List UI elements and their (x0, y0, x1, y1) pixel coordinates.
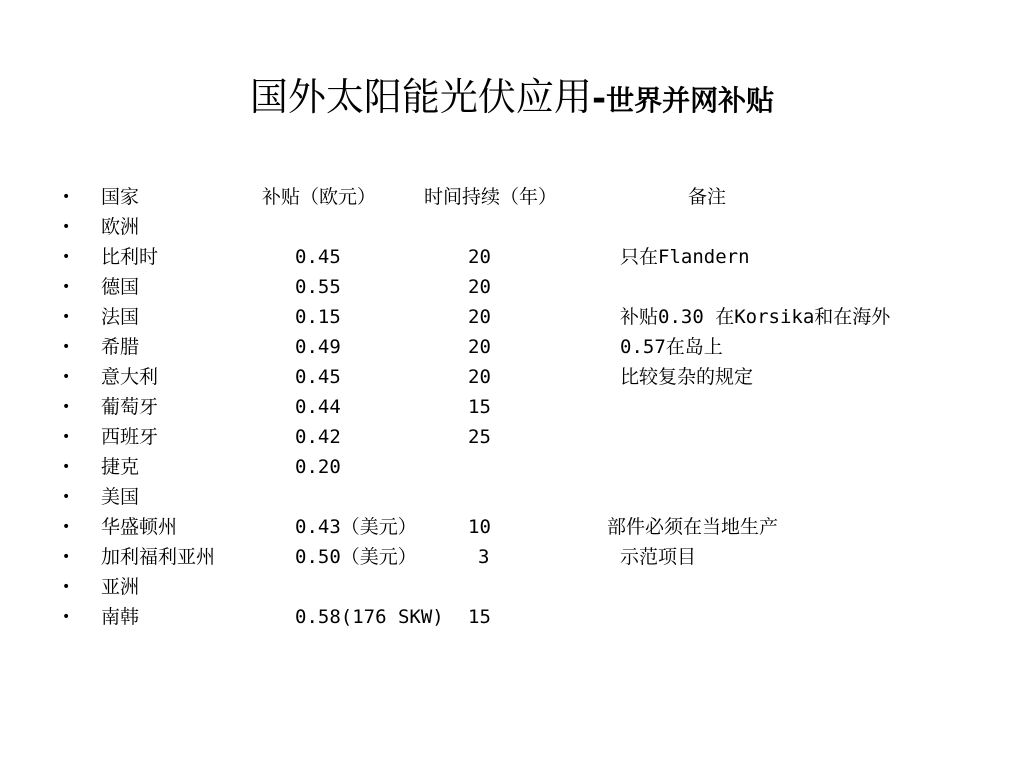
list-item (0, 422, 1024, 452)
subsidy-value: 0.45 (295, 246, 341, 268)
duration-value: 20 (468, 306, 491, 328)
duration-value: 10 (468, 516, 491, 538)
note-text: 0.57在岛上 (620, 336, 723, 358)
country-name: 美国 (101, 486, 140, 508)
note-text: 比较复杂的规定 (620, 366, 754, 388)
country-name: 希腊 (101, 336, 140, 358)
bullet-dot: • (62, 609, 71, 625)
subsidy-value: 0.49 (295, 336, 341, 358)
bullet-dot: • (62, 429, 71, 445)
header-duration: 时间持续（年） (424, 186, 558, 208)
title-main: 国外太阳能光伏应用 (249, 75, 592, 119)
bullet-dot: • (62, 399, 71, 415)
subsidy-value: 0.20 (295, 456, 341, 478)
duration-value: 15 (468, 606, 491, 628)
title-separator: - (591, 79, 607, 119)
subsidy-value: 0.15 (295, 306, 341, 328)
country-name: 华盛顿州 (101, 516, 178, 538)
bullet-dot: • (62, 189, 71, 205)
subsidy-value: 0.58(176 SKW) (295, 606, 444, 628)
bullet-dot: • (62, 459, 71, 475)
bullet-dot: • (62, 579, 71, 595)
note-text: 示范项目 (620, 546, 697, 568)
subsidy-value: 0.42 (295, 426, 341, 448)
duration-value: 3 (478, 546, 490, 568)
list-item (0, 272, 1024, 302)
subsidy-value: 0.55 (295, 276, 341, 298)
duration-value: 25 (468, 426, 491, 448)
header-subsidy: 补贴（欧元） (262, 186, 377, 208)
list-item (0, 362, 1024, 392)
slide-title (0, 72, 1024, 126)
list-item (0, 482, 1024, 512)
bullet-list (0, 182, 1024, 632)
duration-value: 20 (468, 246, 491, 268)
bullet-dot: • (62, 489, 71, 505)
duration-value: 20 (468, 366, 491, 388)
list-header-row (0, 182, 1024, 212)
subsidy-value: 0.44 (295, 396, 341, 418)
duration-value: 20 (468, 276, 491, 298)
title-subtitle: 世界并网补贴 (606, 84, 775, 117)
bullet-dot: • (62, 549, 71, 565)
list-item (0, 452, 1024, 482)
list-item (0, 302, 1024, 332)
note-text: 补贴0.30 在Korsika和在海外 (620, 306, 891, 328)
bullet-dot: • (62, 219, 71, 235)
country-name: 葡萄牙 (101, 396, 159, 418)
list-item (0, 572, 1024, 602)
bullet-dot: • (62, 279, 71, 295)
note-text: 只在Flandern (620, 246, 750, 268)
country-name: 西班牙 (101, 426, 159, 448)
bullet-dot: • (62, 249, 71, 265)
country-name: 法国 (101, 306, 140, 328)
country-name: 捷克 (101, 456, 140, 478)
country-name: 南韩 (101, 606, 140, 628)
country-name: 欧洲 (101, 216, 140, 238)
duration-value: 20 (468, 336, 491, 358)
note-text: 部件必须在当地生产 (607, 516, 779, 538)
subsidy-value: 0.50（美元） (295, 546, 417, 568)
list-item (0, 392, 1024, 422)
country-name: 意大利 (101, 366, 159, 388)
country-name: 加利福利亚州 (101, 546, 216, 568)
duration-value: 15 (468, 396, 491, 418)
country-name: 比利时 (101, 246, 159, 268)
bullet-dot: • (62, 309, 71, 325)
bullet-dot: • (62, 519, 71, 535)
country-name: 德国 (101, 276, 140, 298)
bullet-dot: • (62, 339, 71, 355)
list-item (0, 542, 1024, 572)
list-item (0, 332, 1024, 362)
subsidy-value: 0.45 (295, 366, 341, 388)
bullet-dot: • (62, 369, 71, 385)
header-country: 国家 (101, 186, 140, 208)
list-item (0, 242, 1024, 272)
header-note: 备注 (688, 186, 727, 208)
country-name: 亚洲 (101, 576, 140, 598)
list-item (0, 212, 1024, 242)
subsidy-value: 0.43（美元） (295, 516, 417, 538)
list-item (0, 512, 1024, 542)
list-item (0, 602, 1024, 632)
